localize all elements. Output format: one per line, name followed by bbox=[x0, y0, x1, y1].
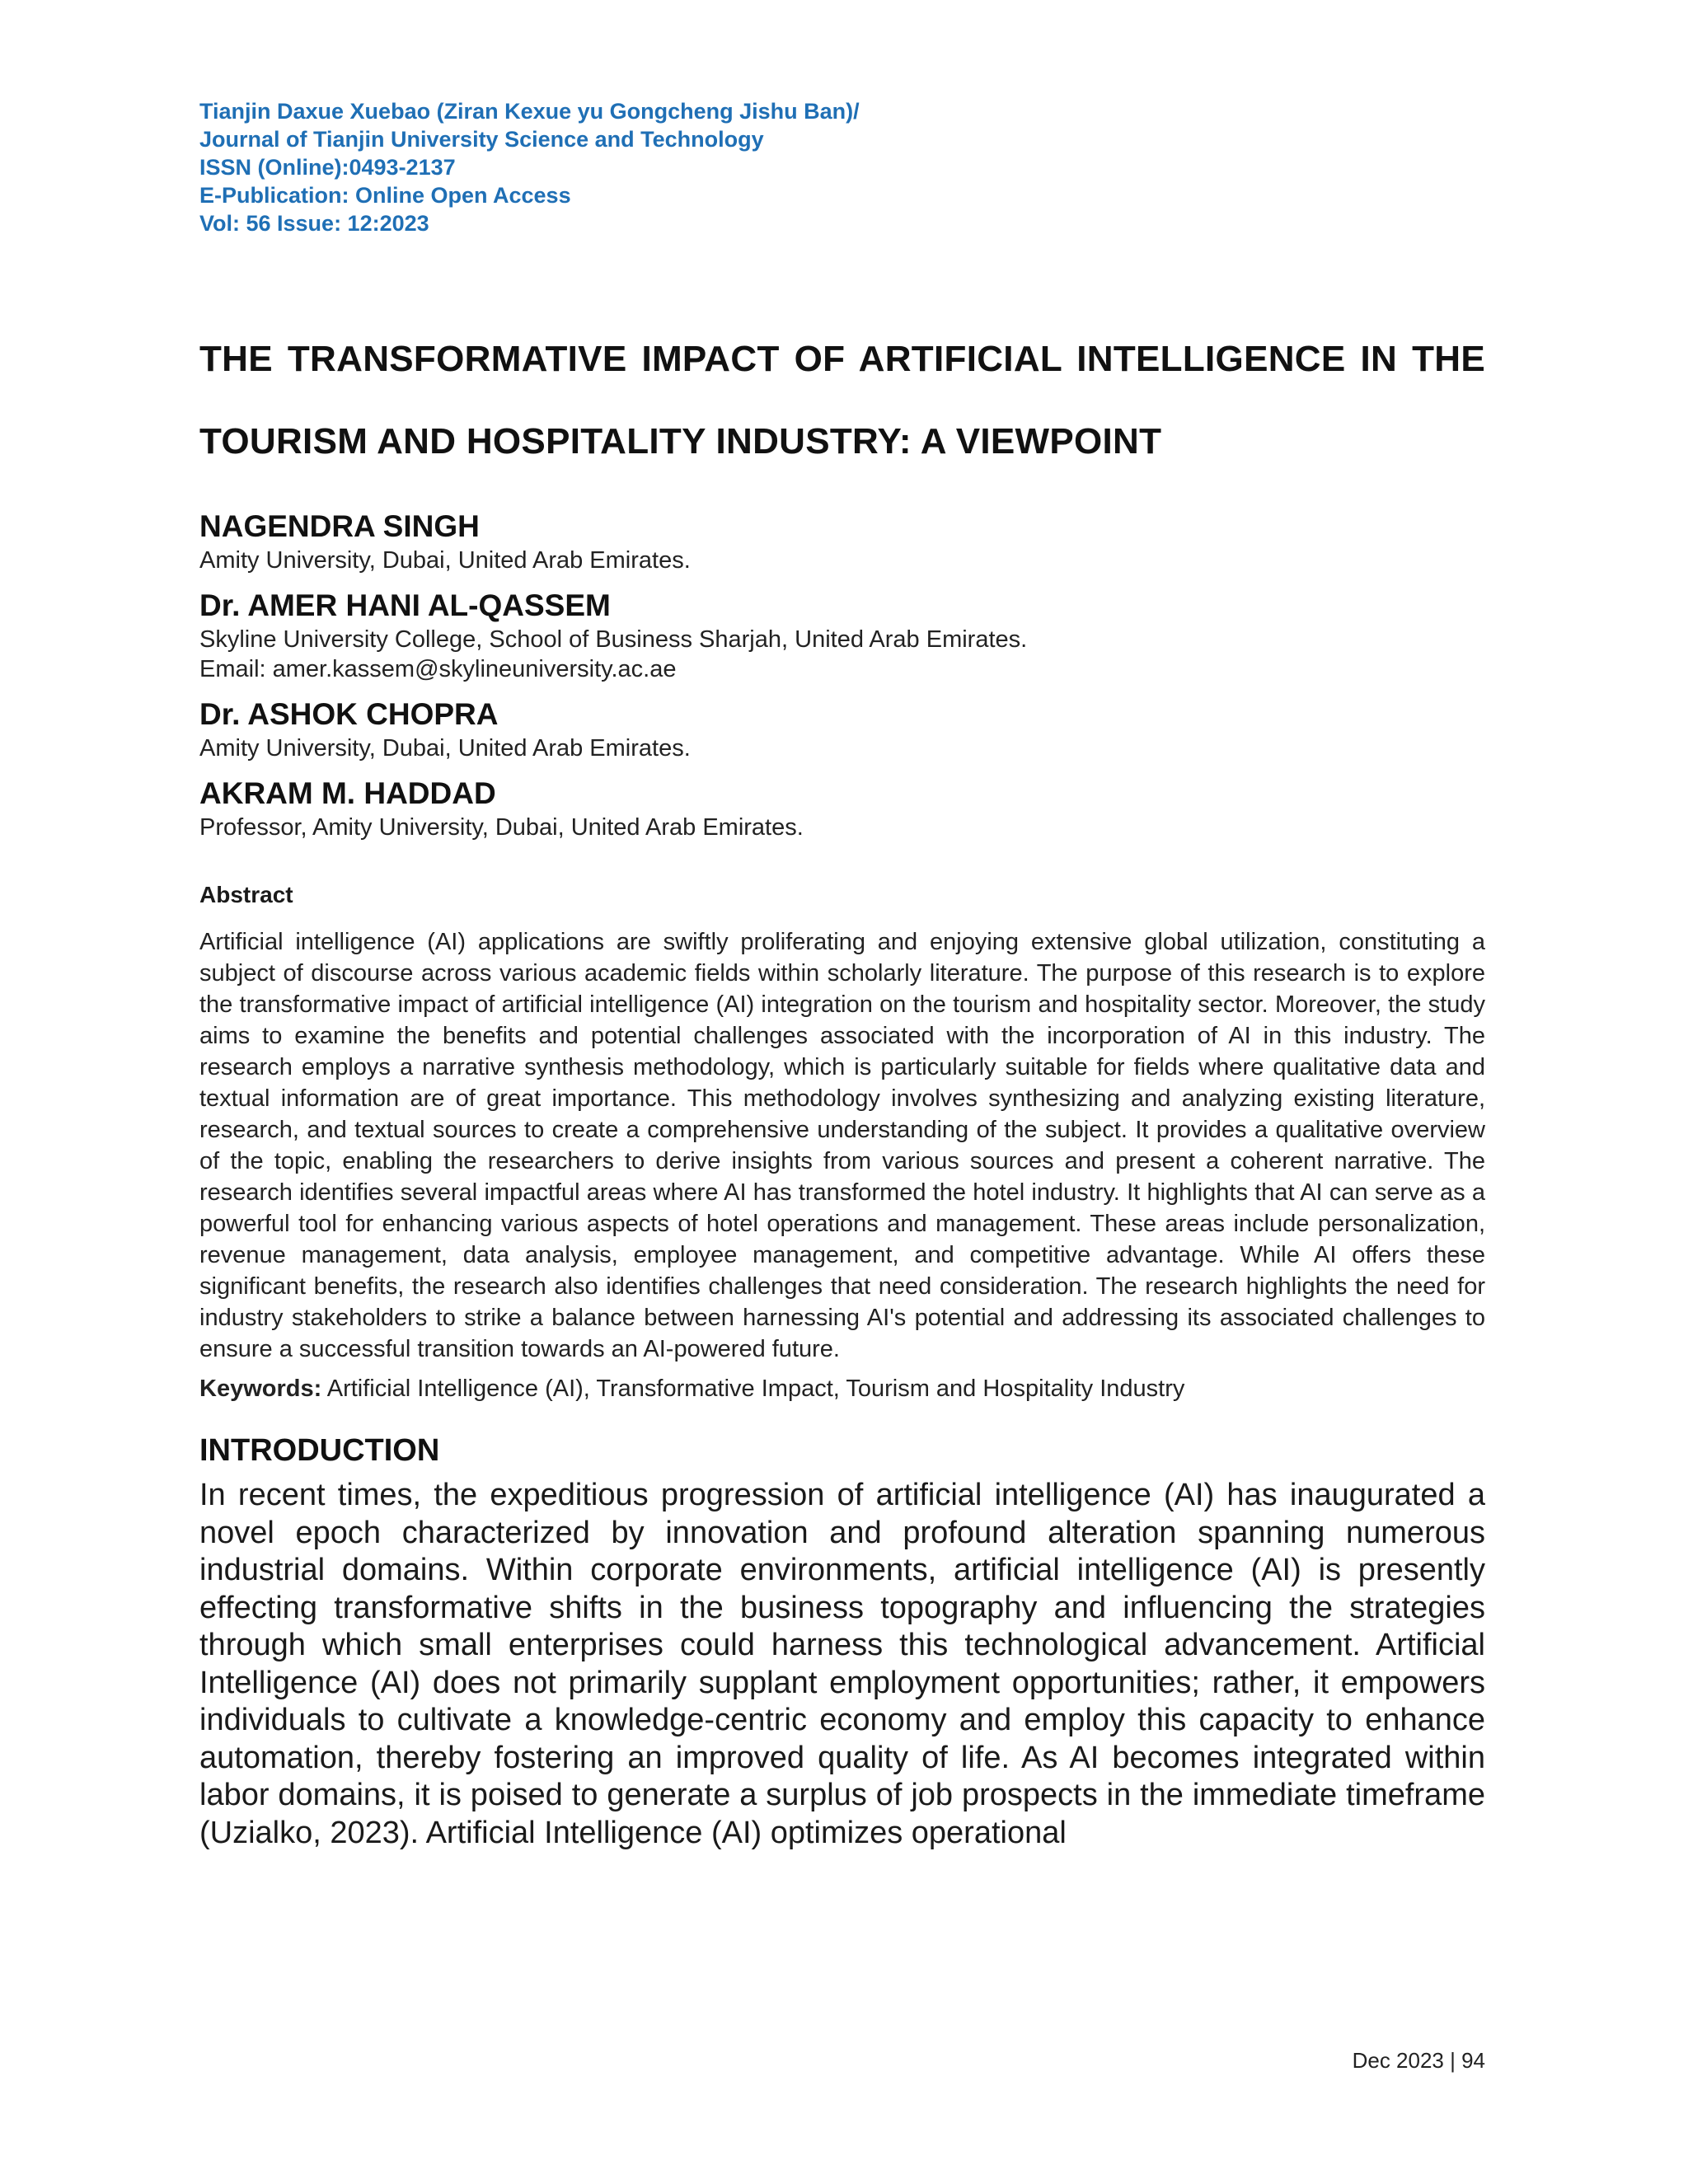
journal-publication-type: E-Publication: Online Open Access bbox=[199, 183, 571, 208]
journal-issn: ISSN (Online):0493-2137 bbox=[199, 155, 456, 180]
abstract-heading: Abstract bbox=[199, 882, 293, 907]
author-block bbox=[199, 587, 1485, 684]
author-affiliation: Amity University, Dubai, United Arab Emirates. bbox=[199, 547, 691, 574]
journal-volume-issue: Vol: 56 Issue: 12:2023 bbox=[199, 211, 429, 236]
journal-english-title: Journal of Tianjin University Science and Technology bbox=[199, 127, 764, 152]
author-name: AKRAM M. HADDAD bbox=[199, 776, 496, 810]
paper-page bbox=[199, 97, 1485, 1852]
paper-title: THE TRANSFORMATIVE IMPACT OF ARTIFICIAL INTELLIGENCE IN THE TOURISM AND HOSPITALITY INDUSTRY: A VIEWPOINT bbox=[199, 339, 1485, 462]
introduction-text: In recent times, the expeditious progression of artificial intelligence (AI) has inaugurated a novel epoch characterized by innovation and profound alteration spanning numerous industrial domains. Within corporate environments, artificial intelligence (AI) is presently effecting transformative shifts in the business topography and influencing the strategies through which small enterprises could harness this technological advancement. Artificial Intelligence (AI) does not primarily supplant employment opportunities; rather, it empowers individuals to cultivate a knowledge-centric economy and employ this capacity to enhance automation, thereby fostering an improved quality of life. As AI becomes integrated within labor domains, it is poised to generate a surplus of job prospects in the immediate timeframe (Uzialko, 2023). Artificial Intelligence (AI) optimizes operational bbox=[199, 1478, 1485, 1850]
introduction-heading: INTRODUCTION bbox=[199, 1433, 440, 1468]
keywords-line bbox=[199, 1373, 1485, 1404]
keywords-label: Keywords: bbox=[199, 1376, 322, 1402]
author-block bbox=[199, 696, 1485, 763]
author-name: NAGENDRA SINGH bbox=[199, 509, 480, 543]
author-affiliation: Professor, Amity University, Dubai, United Arab Emirates. bbox=[199, 814, 804, 841]
author-affiliation: Amity University, Dubai, United Arab Emirates. bbox=[199, 735, 691, 762]
author-email: Email: amer.kassem@skylineuniversity.ac.ae bbox=[199, 656, 677, 682]
journal-header bbox=[199, 97, 1485, 237]
author-block bbox=[199, 775, 1485, 842]
author-list bbox=[199, 508, 1485, 842]
page-footer: Dec 2023 | 94 bbox=[1352, 2048, 1485, 2073]
author-block bbox=[199, 508, 1485, 575]
author-affiliation: Skyline University College, School of Business Sharjah, United Arab Emirates. bbox=[199, 626, 1028, 653]
abstract-text: Artificial intelligence (AI) applications are swiftly proliferating and enjoying extensive global utilization, constituting a subject of discourse across various academic fields within scholarly literature. The purpose of this research is to explore the transformative impact of artificial intelligence (AI) integration on the tourism and hospitality sector. Moreover, the study aims to examine the benefits and potential challenges associated with the incorporation of AI in this industry. The research employs a narrative synthesis methodology, which is particularly suitable for fields where qualitative data and textual information are of great importance. This methodology involves synthesizing and analyzing existing literature, research, and textual sources to create a comprehensive understanding of the subject. It provides a qualitative overview of the topic, enabling the researchers to derive insights from various sources and present a coherent narrative. The research identifies several impactful areas where AI has transformed the hotel industry. It highlights that AI can serve as a powerful tool for enhancing various aspects of hotel operations and management. These areas include personalization, revenue management, data analysis, employee management, and competitive advantage. While AI offers these significant benefits, the research also identifies challenges that need consideration. The research highlights the need for industry stakeholders to strike a balance between harnessing AI's potential and addressing its associated challenges to ensure a successful transition towards an AI-powered future. bbox=[199, 929, 1485, 1362]
author-name: Dr. AMER HANI AL-QASSEM bbox=[199, 588, 611, 622]
keywords-text: Artificial Intelligence (AI), Transformative Impact, Tourism and Hospitality Industry bbox=[321, 1376, 1185, 1402]
journal-title-line: Tianjin Daxue Xuebao (Ziran Kexue yu Gongcheng Jishu Ban)/ bbox=[199, 99, 860, 124]
author-name: Dr. ASHOK CHOPRA bbox=[199, 697, 499, 731]
